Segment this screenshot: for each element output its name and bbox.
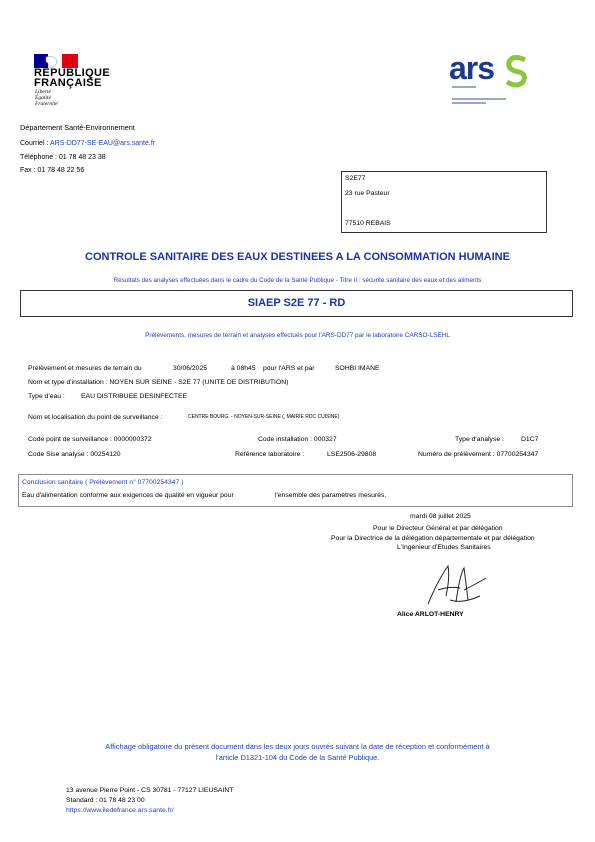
ref-labo-label: Référence laboratoire : (235, 451, 305, 458)
courriel-label: Courriel : (20, 140, 50, 147)
network-name-box (20, 290, 573, 317)
code-point: Code point de surveillance : 0000000372 (28, 436, 152, 443)
signature-date: mardi 08 juillet 2025 (410, 513, 471, 520)
point-value: CENTRE BOURG. - NOYEN-SUR-SEINE (, MAIRIE RDC CUISINE) (188, 414, 340, 420)
recipient-line2: 23 rue Pasteur (345, 190, 390, 197)
footer-website-link[interactable]: https://www.iledefrance.ars.sante.fr/ (66, 807, 174, 814)
signature-line3: L'Ingénieur d'Etudes Sanitaires (397, 544, 491, 551)
lab-line: Prélèvements, mesures de terrain et analyses effectués pour l'ARS-DD77 par le laboratoire CARSO-LSEHL (145, 332, 450, 339)
conclusion-text-b: l'ensemble des paramètres mesurés. (275, 492, 387, 499)
water-type-label: Type d'eau : (28, 393, 65, 400)
telephone-line: Téléphone : 01 78 48 23 38 (20, 154, 106, 161)
fax-line: Fax : 01 78 48 22 56 (20, 167, 85, 174)
ars-logo (449, 50, 539, 110)
prelevement-time: à 08h45 (231, 365, 256, 372)
conclusion-box (18, 474, 573, 507)
footer-standard: Standard : 01 78 48 23 00 (66, 797, 145, 804)
republique-line2: FRANÇAISE (34, 77, 102, 89)
code-sise: Code Sise analyse : 00254120 (28, 451, 121, 458)
prelevement-date: 30/06/2025 (173, 365, 208, 372)
prelevement-by-label: pour l'ARS et par (263, 365, 315, 372)
page-subtitle: Résultats des analyses effectuées dans le cadre du Code de la Santé Publique - Titre II : sécurité sanitaire des eaux et des aliments (113, 277, 482, 284)
type-analyse-label: Type d'analyse : (455, 436, 504, 443)
footer-address: 13 avenue Pierre Point - CS 30781 - 77127 LIEUSAINT (66, 787, 234, 794)
marianne-logo (34, 54, 144, 110)
motto-fraternite: Fraternité (35, 101, 58, 107)
prelevement-label: Prélèvement et mesures de terrain du (28, 365, 142, 372)
prelevement-by-name: SOHBI IMANE (335, 365, 380, 372)
handwritten-signature-icon (420, 560, 490, 610)
recipient-line1: S2E77 (345, 175, 366, 182)
recipient-box (341, 171, 547, 233)
type-analyse-value: D1C7 (521, 436, 539, 443)
ars-logo-text: ars (449, 50, 495, 86)
point-label: Nom et localisation du point de surveillance : (28, 414, 163, 421)
num-prelevement: Numéro de prélèvement : 07700254347 (418, 451, 539, 458)
marianne-flag-icon (34, 54, 78, 68)
conclusion-header: Conclusion sanitaire ( Prélèvement n° 07700254347 ) (22, 479, 184, 486)
water-type-value: EAU DISTRIBUEE DESINFECTEE (81, 393, 188, 400)
ars-tagline-bar2 (452, 98, 506, 100)
courriel-link[interactable]: ARS-DD77-SE-EAU@ars.sante.fr (49, 140, 156, 147)
code-installation: Code installation : 000327 (258, 436, 337, 443)
network-name: SIAEP S2E 77 - RD (247, 297, 346, 309)
ars-swoosh-icon (501, 54, 531, 88)
recipient-line3: 77510 REBAIS (345, 220, 391, 227)
conclusion-text-a: Eau d'alimentation conforme aux exigences de qualité en vigueur pour (22, 492, 234, 499)
department-name: Département Santé-Environnement (20, 123, 135, 132)
signature-name: Alice ARLOT-HENRY (397, 611, 464, 618)
notice-line1: Affichage obligatoire du présent document dans les deux jours ouvrés suivant la date de réception et conformément à (105, 742, 490, 751)
republique-line1: RÉPUBLIQUE (34, 67, 111, 79)
motto-liberte: Liberté (35, 89, 51, 95)
signature-line1: Pour le Directeur Général et par délégation (373, 525, 503, 532)
ars-tagline-bar3 (452, 102, 486, 104)
motto-egalite: Égalité (35, 95, 51, 101)
courriel-line (20, 139, 155, 148)
ref-labo-value: LSE2506-29808 (327, 451, 377, 458)
signature-line2: Pour la Directrice de la délégation départementale et par délégation (331, 535, 535, 542)
installation-line: Nom et type d'installation : NOYEN SUR SEINE - S2E 77 (UNITE DE DISTRIBUTION) (28, 379, 289, 386)
page-title: CONTROLE SANITAIRE DES EAUX DESTINEES A LA CONSOMMATION HUMAINE (85, 251, 510, 263)
notice-line2: l'article D1321-104 du Code de la Santé Publique. (215, 753, 380, 762)
ars-tagline-bar1 (452, 86, 476, 88)
